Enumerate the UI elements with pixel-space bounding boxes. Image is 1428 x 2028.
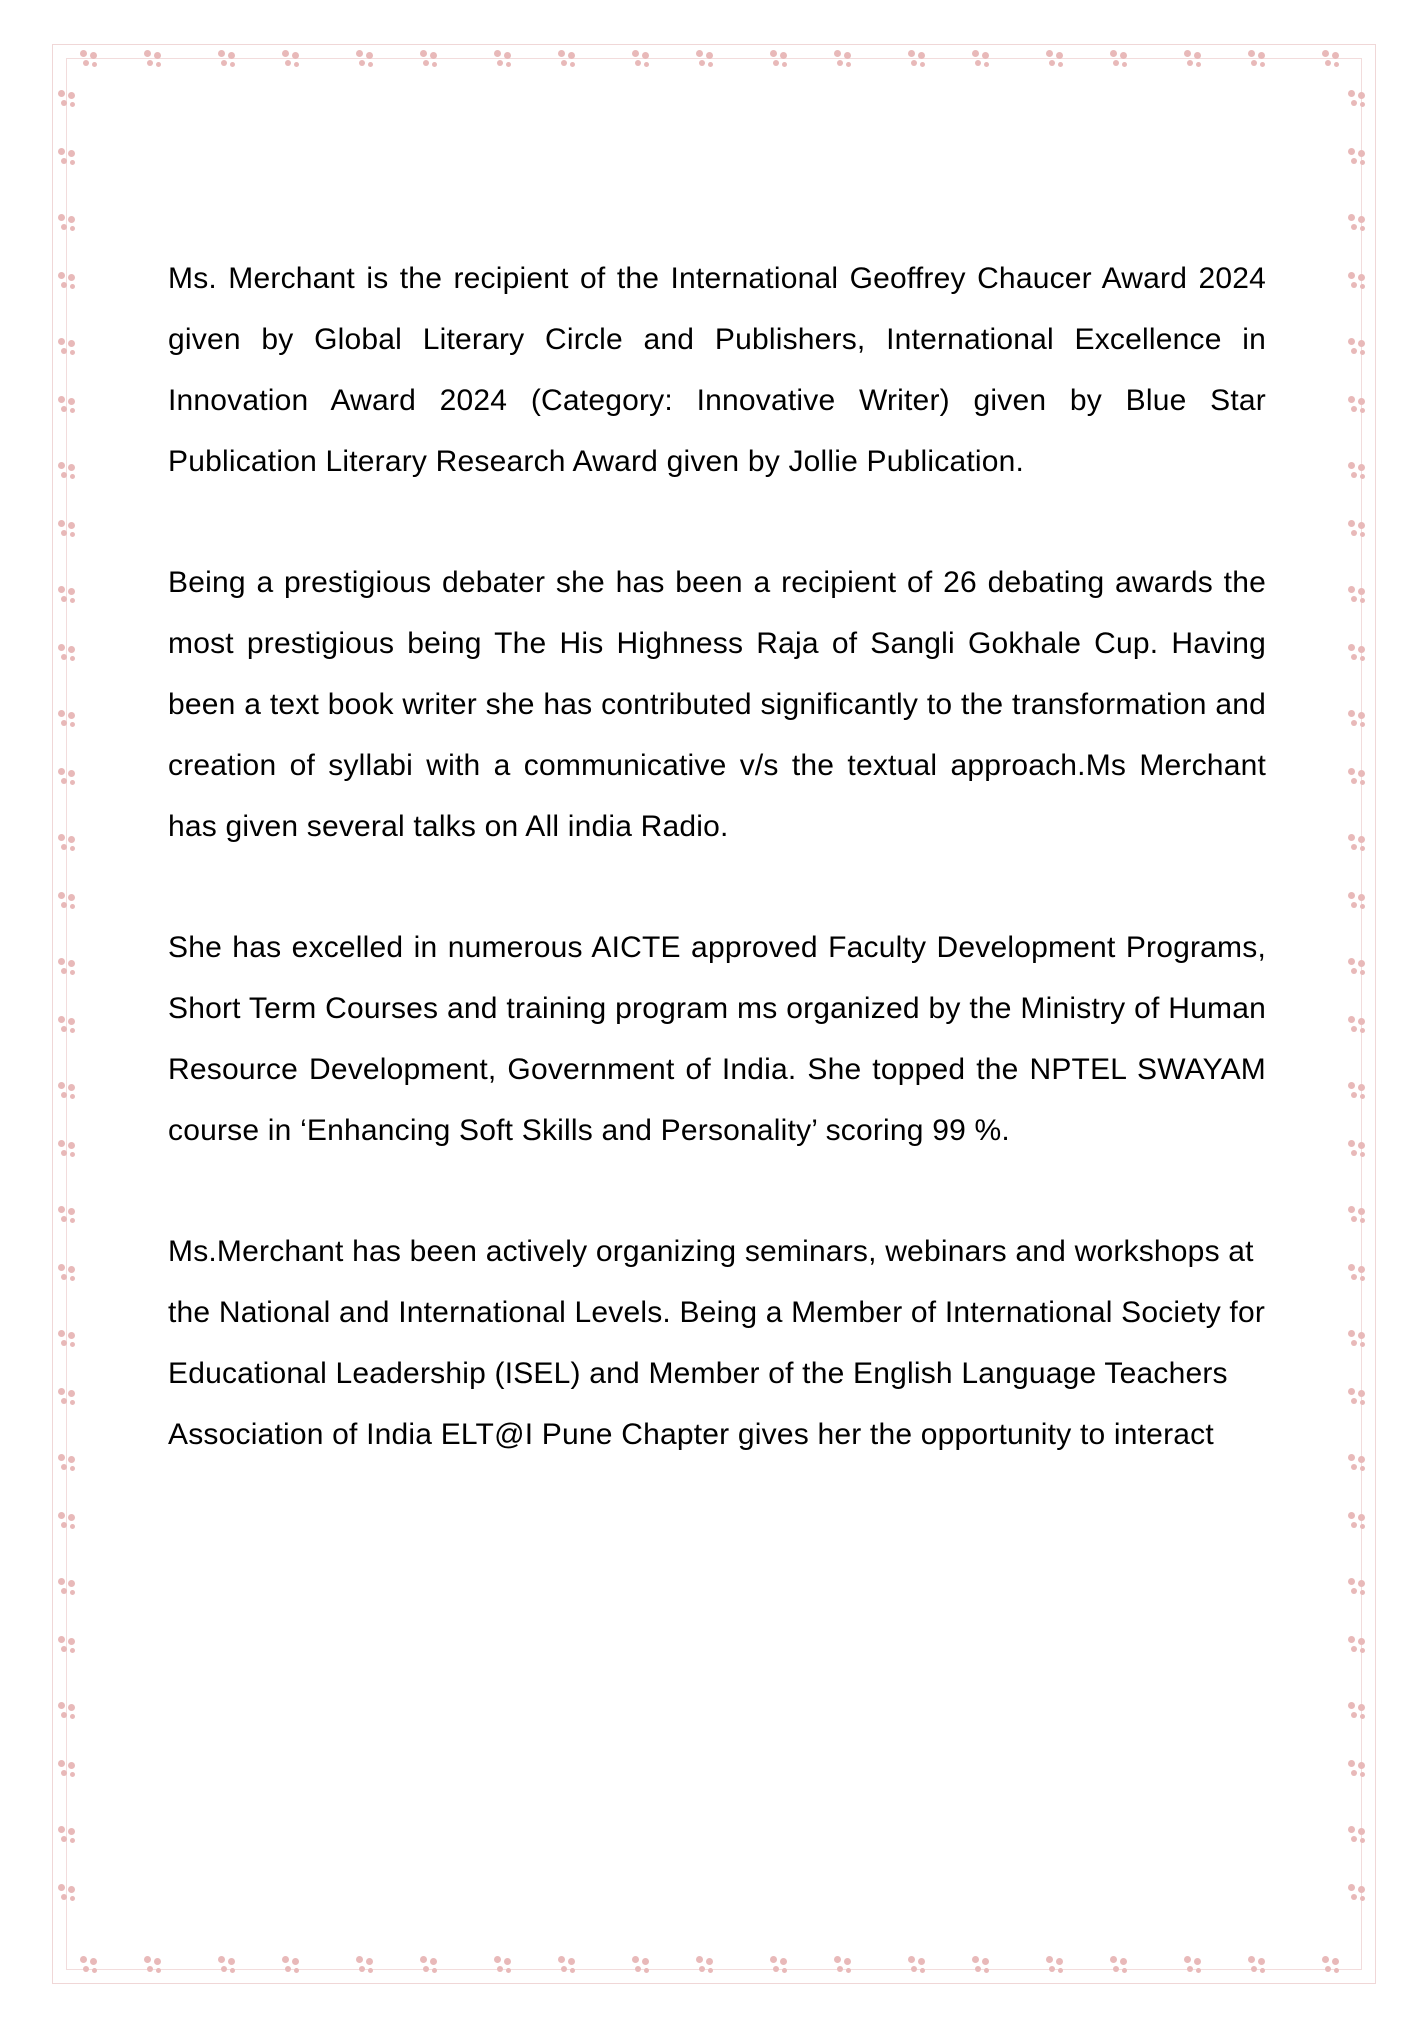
floral-dot-cluster-icon bbox=[356, 1956, 378, 1978]
floral-dot-cluster-icon bbox=[1348, 768, 1370, 790]
floral-dot-cluster-icon bbox=[1046, 1956, 1068, 1978]
floral-dot-cluster-icon bbox=[282, 1956, 304, 1978]
floral-dot-cluster-icon bbox=[558, 50, 580, 72]
floral-dot-cluster-icon bbox=[58, 338, 80, 360]
floral-dot-cluster-icon bbox=[1348, 338, 1370, 360]
floral-dot-cluster-icon bbox=[1348, 1578, 1370, 1600]
floral-dot-cluster-icon bbox=[58, 1636, 80, 1658]
floral-dot-cluster-icon bbox=[58, 1826, 80, 1848]
floral-dot-cluster-icon bbox=[972, 1956, 994, 1978]
floral-dot-cluster-icon bbox=[58, 396, 80, 418]
floral-dot-cluster-icon bbox=[1322, 1956, 1344, 1978]
floral-dot-cluster-icon bbox=[1184, 1956, 1206, 1978]
floral-dot-cluster-icon bbox=[908, 1956, 930, 1978]
floral-dot-cluster-icon bbox=[1348, 1884, 1370, 1906]
floral-dot-cluster-icon bbox=[58, 958, 80, 980]
floral-dot-cluster-icon bbox=[1110, 1956, 1132, 1978]
floral-dot-cluster-icon bbox=[1348, 214, 1370, 236]
floral-dot-cluster-icon bbox=[1348, 834, 1370, 856]
floral-dot-cluster-icon bbox=[1322, 50, 1344, 72]
floral-dot-cluster-icon bbox=[770, 50, 792, 72]
floral-dot-cluster-icon bbox=[696, 50, 718, 72]
floral-dot-cluster-icon bbox=[1046, 50, 1068, 72]
floral-dot-cluster-icon bbox=[218, 50, 240, 72]
floral-dot-cluster-icon bbox=[1348, 1760, 1370, 1782]
floral-dot-cluster-icon bbox=[1348, 396, 1370, 418]
floral-dot-cluster-icon bbox=[1348, 520, 1370, 542]
floral-dot-cluster-icon bbox=[1348, 1826, 1370, 1848]
floral-dot-cluster-icon bbox=[1348, 586, 1370, 608]
floral-dot-cluster-icon bbox=[1348, 1264, 1370, 1286]
floral-dot-cluster-icon bbox=[770, 1956, 792, 1978]
floral-dot-cluster-icon bbox=[1348, 958, 1370, 980]
floral-dot-cluster-icon bbox=[58, 90, 80, 112]
floral-dot-cluster-icon bbox=[1348, 1512, 1370, 1534]
floral-dot-cluster-icon bbox=[58, 1140, 80, 1162]
floral-dot-cluster-icon bbox=[58, 1388, 80, 1410]
floral-dot-cluster-icon bbox=[58, 1330, 80, 1352]
floral-dot-cluster-icon bbox=[58, 1454, 80, 1476]
floral-dot-cluster-icon bbox=[696, 1956, 718, 1978]
floral-dot-cluster-icon bbox=[58, 148, 80, 170]
floral-dot-cluster-icon bbox=[1348, 1082, 1370, 1104]
floral-dot-cluster-icon bbox=[58, 272, 80, 294]
floral-dot-cluster-icon bbox=[494, 50, 516, 72]
floral-dot-cluster-icon bbox=[58, 1082, 80, 1104]
floral-dot-cluster-icon bbox=[1348, 1016, 1370, 1038]
floral-dot-cluster-icon bbox=[58, 768, 80, 790]
floral-dot-cluster-icon bbox=[1348, 710, 1370, 732]
floral-dot-cluster-icon bbox=[58, 586, 80, 608]
floral-dot-cluster-icon bbox=[58, 892, 80, 914]
floral-dot-cluster-icon bbox=[1348, 272, 1370, 294]
floral-dot-cluster-icon bbox=[1348, 90, 1370, 112]
floral-dot-cluster-icon bbox=[1348, 644, 1370, 666]
floral-dot-cluster-icon bbox=[1248, 1956, 1270, 1978]
floral-dot-cluster-icon bbox=[58, 644, 80, 666]
floral-dot-cluster-icon bbox=[632, 1956, 654, 1978]
floral-dot-cluster-icon bbox=[58, 1206, 80, 1228]
floral-dot-cluster-icon bbox=[58, 214, 80, 236]
floral-dot-cluster-icon bbox=[420, 50, 442, 72]
floral-dot-cluster-icon bbox=[58, 1512, 80, 1534]
floral-dot-cluster-icon bbox=[80, 50, 102, 72]
floral-dot-cluster-icon bbox=[58, 1884, 80, 1906]
floral-dot-cluster-icon bbox=[1348, 1702, 1370, 1724]
floral-dot-cluster-icon bbox=[1348, 1206, 1370, 1228]
floral-dot-cluster-icon bbox=[1348, 148, 1370, 170]
floral-dot-cluster-icon bbox=[1348, 892, 1370, 914]
floral-dot-cluster-icon bbox=[58, 1578, 80, 1600]
floral-dot-cluster-icon bbox=[1348, 1388, 1370, 1410]
floral-dot-cluster-icon bbox=[1348, 1140, 1370, 1162]
document-body bbox=[168, 248, 1266, 1465]
floral-dot-cluster-icon bbox=[1348, 1636, 1370, 1658]
paragraph-2: Being a prestigious debater she has been a recipient of 26 debating awards the most prestigious being The His Highness Raja of Sangli Gokhale Cup. Having been a text book writer she has contributed significantly to the transformation and creation of syllabi with a communicative v/s the textual approach.Ms Merchant has given several talks on All india Radio. bbox=[168, 566, 1266, 843]
paragraph-4: Ms.Merchant has been actively organizing seminars, webinars and workshops at the National and International Levels. Being a Member of International Society for Educational Leadership (ISEL) and Member of the English Language Teachers Association of India ELT@I Pune Chapter gives her the opportunity to interact bbox=[168, 1235, 1266, 1451]
floral-dot-cluster-icon bbox=[356, 50, 378, 72]
floral-dot-cluster-icon bbox=[1248, 50, 1270, 72]
floral-dot-cluster-icon bbox=[632, 50, 654, 72]
paragraph-1: Ms. Merchant is the recipient of the International Geoffrey Chaucer Award 2024 given by Global Literary Circle and Publishers, International Excellence in Innovation Award 2024 (Category: Innovative Writer) given by Blue Star Publication Literary Research Award given by Jollie Publication. bbox=[168, 262, 1266, 478]
floral-dot-cluster-icon bbox=[218, 1956, 240, 1978]
floral-dot-cluster-icon bbox=[282, 50, 304, 72]
floral-dot-cluster-icon bbox=[58, 462, 80, 484]
floral-dot-cluster-icon bbox=[420, 1956, 442, 1978]
floral-dot-cluster-icon bbox=[144, 50, 166, 72]
floral-dot-cluster-icon bbox=[1348, 1330, 1370, 1352]
floral-dot-cluster-icon bbox=[972, 50, 994, 72]
floral-dot-cluster-icon bbox=[58, 834, 80, 856]
floral-dot-cluster-icon bbox=[144, 1956, 166, 1978]
floral-dot-cluster-icon bbox=[80, 1956, 102, 1978]
floral-dot-cluster-icon bbox=[834, 1956, 856, 1978]
floral-dot-cluster-icon bbox=[494, 1956, 516, 1978]
paragraph-3: She has excelled in numerous AICTE approved Faculty Development Programs, Short Term Courses and training program ms organized by the Ministry of Human Resource Development, Government of India. She topped the NPTEL SWAYAM course in ‘Enhancing Soft Skills and Personality’ scoring 99 %. bbox=[168, 931, 1266, 1147]
floral-dot-cluster-icon bbox=[58, 1702, 80, 1724]
floral-dot-cluster-icon bbox=[58, 1264, 80, 1286]
floral-dot-cluster-icon bbox=[1348, 1454, 1370, 1476]
floral-dot-cluster-icon bbox=[908, 50, 930, 72]
floral-dot-cluster-icon bbox=[558, 1956, 580, 1978]
floral-dot-cluster-icon bbox=[58, 1760, 80, 1782]
floral-dot-cluster-icon bbox=[1110, 50, 1132, 72]
floral-dot-cluster-icon bbox=[58, 520, 80, 542]
floral-dot-cluster-icon bbox=[834, 50, 856, 72]
floral-dot-cluster-icon bbox=[1184, 50, 1206, 72]
floral-dot-cluster-icon bbox=[1348, 462, 1370, 484]
floral-dot-cluster-icon bbox=[58, 1016, 80, 1038]
floral-dot-cluster-icon bbox=[58, 710, 80, 732]
